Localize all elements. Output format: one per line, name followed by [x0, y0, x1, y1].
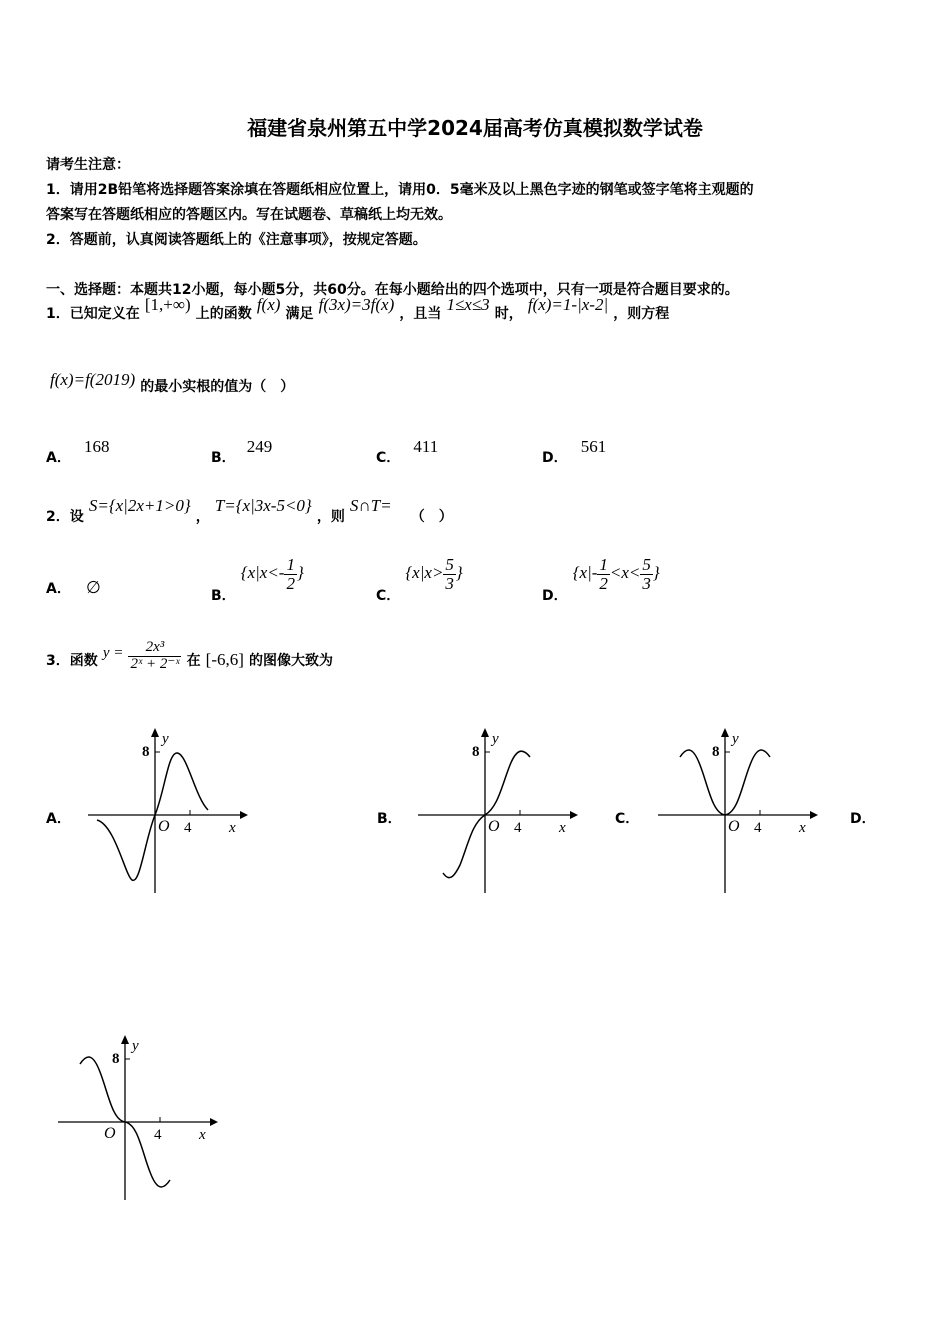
notice-heading: 请考生注意： — [46, 157, 130, 173]
q3-math-lhs: y = — [102, 644, 124, 661]
q2-option-d-numerator-1: 1 — [599, 555, 608, 574]
page-title: 福建省泉州第五中学2024届高考仿真模拟数学试卷 — [247, 116, 703, 140]
q2-option-b-label: B． — [211, 588, 236, 605]
notice-line-1b: 答案写在答题纸相应的答题区内。写在试题卷、草稿纸上均无效。 — [46, 207, 452, 223]
q2-option-c[interactable] — [376, 555, 463, 605]
y-axis-arrow-icon — [721, 728, 729, 737]
q3-text-3: 的图像大致为 — [249, 652, 333, 669]
q1-option-c-label: C． — [376, 450, 401, 466]
q1-option-d-value: 561 — [580, 437, 607, 456]
y-tick-label: 8 — [142, 744, 150, 760]
q3-text-1: 3．函数 — [46, 652, 98, 669]
q3-option-c-label[interactable]: C． — [615, 811, 640, 827]
q2-text-3: （ ） — [410, 509, 453, 525]
x-axis-arrow-icon — [570, 811, 578, 819]
origin-label: O — [488, 818, 500, 835]
q2-text-2: ，则 — [316, 509, 345, 525]
q2-option-a-label: A． — [46, 581, 71, 597]
q2-option-c-post: } — [455, 563, 463, 583]
q1-option-c[interactable] — [376, 437, 439, 466]
q2-option-d[interactable] — [542, 555, 660, 605]
q1-text-2: 上的函数 — [195, 306, 252, 322]
q2-option-c-value — [405, 555, 463, 593]
y-axis-label: y — [732, 731, 739, 747]
q1-text-3: 满足 — [285, 306, 314, 322]
q3-graph-b[interactable] — [410, 725, 580, 900]
y-axis-arrow-icon — [151, 728, 159, 737]
q1-option-b-value: 249 — [246, 437, 273, 456]
q2-math-set-s: S={x|2x+1>0} — [88, 496, 191, 515]
q2-option-d-numerator-2: 5 — [642, 555, 651, 574]
q2-option-d-pre: {x|- — [572, 563, 598, 583]
q2-option-b-value — [240, 555, 304, 593]
q3-text-2: 在 — [186, 652, 201, 669]
q2-option-c-label: C． — [376, 588, 401, 605]
q1-option-d-label: D． — [542, 450, 568, 466]
q2-separator: ， — [195, 509, 210, 525]
x-axis-arrow-icon — [210, 1118, 218, 1126]
q3-graph-a[interactable] — [80, 725, 250, 900]
origin-label: O — [728, 818, 740, 835]
q2-option-d-value — [572, 555, 660, 593]
q2-option-b-post: } — [296, 563, 304, 583]
x-tick-label: 4 — [754, 820, 762, 836]
q2-option-a[interactable] — [46, 578, 101, 598]
section-heading: 一、选择题：本题共12小题，每小题5分，共60分。在每小题给出的四个选项中，只有一项是符合题目要求的。 — [46, 282, 739, 298]
q1-math-equation: f(x)=f(2019) — [50, 370, 136, 389]
y-axis-label: y — [132, 1038, 139, 1054]
x-axis-label: x — [799, 820, 806, 836]
q2-option-d-label: D． — [542, 588, 568, 605]
q1-option-a-value: 168 — [83, 437, 110, 456]
x-axis-label: x — [229, 820, 236, 836]
q3-math-fraction — [128, 640, 181, 673]
q1-text-7: 的最小实根的值为（ ） — [140, 379, 295, 395]
x-tick-label: 4 — [154, 1127, 162, 1143]
question-1-stem — [46, 295, 670, 323]
y-tick-label: 8 — [712, 744, 720, 760]
q1-math-fx: f(x) — [256, 295, 281, 314]
q3-graph-c[interactable] — [650, 725, 820, 900]
q2-option-b-pre: {x|x<- — [240, 563, 285, 583]
x-axis-label: x — [559, 820, 566, 836]
q3-math-numerator: 2x³ — [128, 640, 181, 657]
q2-option-b-numerator: 1 — [286, 555, 295, 574]
q2-option-b[interactable] — [211, 555, 304, 605]
q2-option-b-denominator: 2 — [286, 573, 295, 593]
q3-option-d-label[interactable]: D． — [850, 811, 876, 827]
q1-option-c-value: 411 — [413, 437, 439, 456]
q2-option-c-pre: {x|x> — [405, 563, 444, 583]
q2-math-set-t: T={x|3x-5<0} — [214, 496, 312, 515]
q1-text-6: ，则方程 — [613, 306, 670, 322]
origin-label: O — [158, 818, 170, 835]
question-1-stem-line2 — [50, 370, 295, 396]
x-axis-arrow-icon — [240, 811, 248, 819]
y-axis-arrow-icon — [481, 728, 489, 737]
q3-graph-d[interactable] — [50, 1032, 220, 1207]
q3-option-b-label[interactable]: B． — [377, 811, 402, 827]
x-tick-label: 4 — [184, 820, 192, 836]
q1-option-a[interactable] — [46, 437, 110, 466]
q1-option-d[interactable] — [542, 437, 607, 466]
q1-text-1: 1．已知定义在 — [46, 306, 140, 322]
q1-text-4: ，且当 — [399, 306, 442, 322]
q3-math-interval: [-6,6] — [205, 649, 244, 669]
q2-option-c-numerator: 5 — [445, 555, 454, 574]
q2-text-1: 2．设 — [46, 509, 84, 525]
q1-text-5: 时， — [494, 306, 523, 322]
q3-math-denominator: 2ˣ + 2⁻ˣ — [130, 655, 180, 672]
q2-option-d-denominator-2: 3 — [642, 573, 651, 593]
y-axis-label: y — [492, 731, 499, 747]
x-tick-label: 4 — [514, 820, 522, 836]
q1-math-range: 1≤x≤3 — [446, 295, 490, 314]
q3-option-a-label[interactable]: A． — [46, 811, 71, 827]
q1-math-relation: f(3x)=3f(x) — [318, 295, 395, 314]
origin-label: O — [104, 1125, 116, 1142]
q1-option-b-label: B． — [211, 450, 236, 466]
q2-option-d-denominator-1: 2 — [599, 573, 608, 593]
question-3-stem — [46, 640, 333, 673]
q1-option-b[interactable] — [211, 437, 273, 466]
q1-math-domain: [1,+∞) — [144, 295, 191, 314]
y-tick-label: 8 — [112, 1051, 120, 1067]
y-axis-label: y — [162, 731, 169, 747]
y-axis-arrow-icon — [121, 1035, 129, 1044]
q2-option-d-mid: <x< — [609, 563, 641, 583]
notice-line-2: 2．答题前，认真阅读答题纸上的《注意事项》，按规定答题。 — [46, 232, 427, 248]
x-axis-arrow-icon — [810, 811, 818, 819]
x-axis-label: x — [199, 1127, 206, 1143]
y-tick-label: 8 — [472, 744, 480, 760]
q1-math-definition: f(x)=1-|x-2| — [527, 295, 609, 314]
notice-line-1: 1．请用2B铅笔将选择题答案涂填在答题纸相应位置上，请用0．5毫米及以上黑色字迹的钢笔或签字笔将主观题的 — [46, 182, 754, 198]
curve-a — [97, 753, 208, 880]
q1-option-a-label: A． — [46, 450, 71, 466]
q2-option-a-value: ∅ — [85, 578, 101, 597]
question-2-stem — [46, 496, 453, 525]
q2-option-d-post: } — [652, 563, 660, 583]
q2-math-intersection: S∩T= — [349, 496, 392, 515]
q2-option-c-denominator: 3 — [445, 573, 454, 593]
